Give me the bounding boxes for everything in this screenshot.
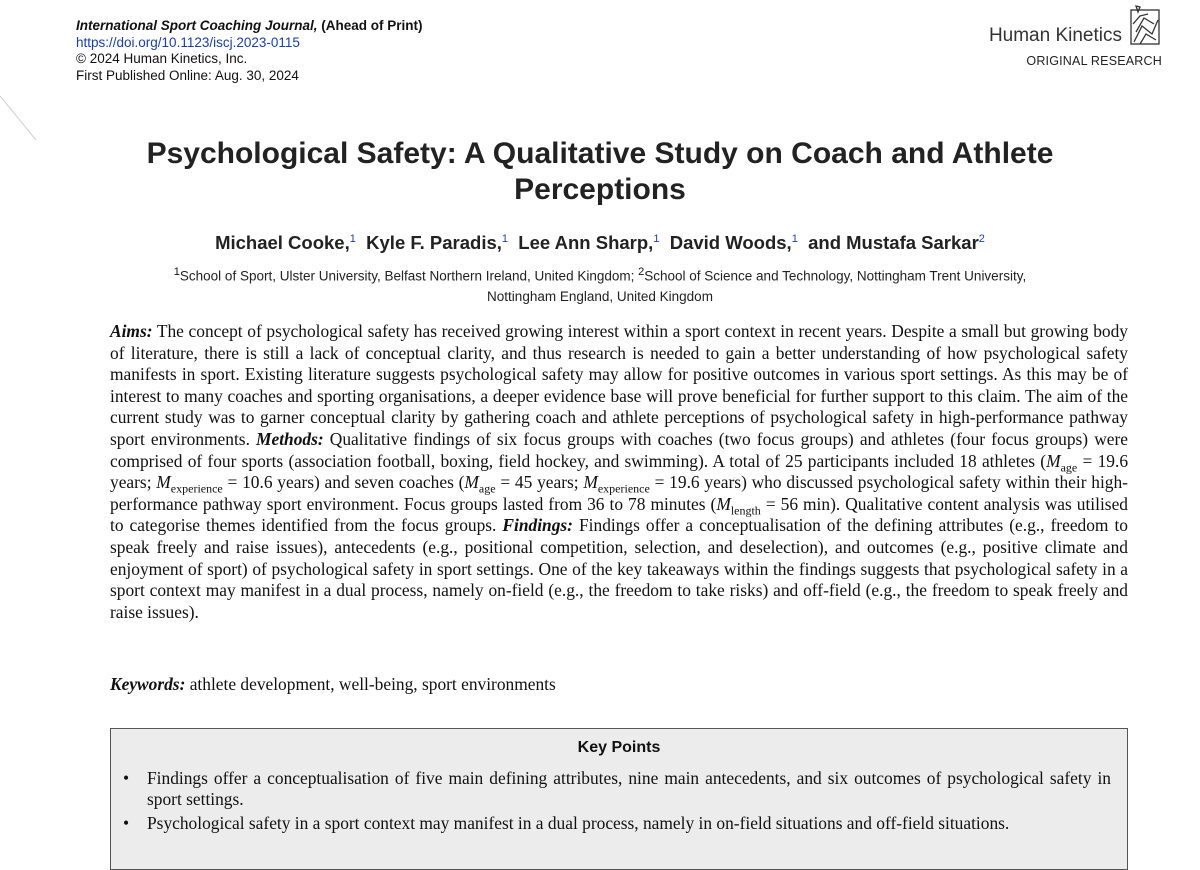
- journal-line: [76, 18, 423, 35]
- affiliation-marker: 2: [638, 266, 645, 278]
- stat-value: = 19.6 years) who discussed psychological safety within their high-performance pathway sport environment. Focus groups lasted from 36 to 78 minutes (: [110, 472, 1128, 514]
- stat-subscript: experience: [170, 481, 223, 496]
- stat-symbol: M: [156, 472, 171, 493]
- key-point-text: Psychological safety in a sport context may manifest in a dual process, namely in on-field situations and off-field situations.: [147, 813, 1010, 833]
- stat-subscript: length: [730, 503, 761, 518]
- stat-symbol: M: [716, 493, 731, 514]
- stat-value: = 45 years;: [495, 472, 584, 493]
- stat-subscript: experience: [597, 481, 650, 496]
- stat-subscript: age: [478, 481, 496, 496]
- copyright: © 2024 Human Kinetics, Inc.: [76, 51, 248, 66]
- abstract: [110, 321, 1128, 623]
- journal-header: [76, 18, 423, 84]
- stat-value: = 19.6 years;: [110, 450, 1129, 493]
- article-type: ORIGINAL RESEARCH: [1026, 54, 1162, 68]
- human-kinetics-logo-icon: [1128, 4, 1162, 48]
- stat-subscript: age: [1060, 460, 1078, 475]
- journal-name: International Sport Coaching Journal,: [76, 18, 318, 33]
- affiliations: [130, 262, 1070, 307]
- aims-text: The concept of psychological safety has received growing interest within a sport context in recent years. Despite a small but growing body of literature, there is still a lack of conceptual clarity, and thus research is needed to gain a better understanding of how psychological safety manifests in sport. Existing literature suggests psychological safety may allow for positive outcomes in various sport settings. As this may be of interest to many coaches and sporting organisations, a deeper evidence base will prove beneficial for further support to this claim. The aim of the current study was to garner conceptual clarity by gathering coach and athlete perceptions of psychological safety in high-performance pathway sport environments.: [110, 321, 1128, 449]
- key-points-title: Key Points: [577, 739, 661, 756]
- list-item: [121, 813, 1111, 834]
- published-date: First Published Online: Aug. 30, 2024: [76, 67, 299, 83]
- affiliation-marker: 1: [173, 266, 180, 278]
- affiliation-2: School of Science and Technology, Nottingham Trent University,: [644, 268, 1027, 284]
- keywords: [110, 673, 556, 695]
- keywords-text: athlete development, well-being, sport environments: [185, 674, 556, 694]
- print-status: (Ahead of Print): [321, 18, 423, 33]
- bullet: •: [123, 768, 130, 788]
- stat-symbol: M: [1046, 450, 1061, 471]
- publisher-name: Human Kinetics: [988, 25, 1122, 46]
- author[interactable]: Kyle F. Paradis,$^1$: [366, 232, 509, 253]
- stat-symbol: M: [464, 472, 479, 493]
- list-item: [121, 768, 1111, 810]
- author[interactable]: Michael Cooke,$^1$: [215, 232, 356, 253]
- methods-label: Methods:: [256, 428, 324, 449]
- affiliation-1: School of Sport, Ulster University, Belfast Northern Ireland, United Kingdom;: [179, 268, 639, 284]
- findings-label: Findings:: [502, 515, 573, 536]
- methods-text: Qualitative findings of six focus groups with coaches (two focus groups) and athletes (four focus groups) were comprised of four sports (association football, boxing, field hockey, and swimming). A total of 25 participants included 18 athletes (: [110, 428, 1129, 471]
- affiliation-2-cont: Nottingham England, United Kingdom: [487, 288, 713, 304]
- article-title: Psychological Safety: A Qualitative Study on Coach and Athlete Perceptions: [146, 137, 1054, 206]
- findings-text: Findings offer a conceptualisation of the defining attributes (e.g., freedom to speak freely and raise issues), antecedents (e.g., positional competition, selection, and deselection), and outcomes (e.g., positive climate and enjoyment of sport) of psychological safety in sport settings. One of the key takeaways within the findings suggests that psychological safety in a sport context may manifest in a dual process, namely on-field (e.g., the freedom to take risks) and off-field (e.g., the freedom to speak freely and raise issues).: [110, 515, 1128, 622]
- stat-value: = 56 min). Qualitative content analysis was utilised to categorise themes identified from the focus groups.: [110, 493, 1128, 536]
- aims-label: Aims:: [110, 321, 153, 341]
- author[interactable]: David Woods,$^1$: [669, 232, 798, 253]
- author[interactable]: Lee Ann Sharp,$^1$: [518, 232, 660, 253]
- stat-value: = 10.6 years) and seven coaches (: [222, 472, 465, 493]
- bullet: •: [123, 813, 130, 833]
- doi-link[interactable]: https://doi.org/10.1123/iscj.2023-0115: [76, 34, 300, 50]
- author-list: [40, 232, 1160, 254]
- stat-symbol: M: [583, 472, 598, 493]
- key-points-box: [110, 728, 1128, 870]
- publisher-block: [989, 4, 1162, 68]
- key-point-text: Findings offer a conceptualisation of five main defining attributes, nine main antecedents, and six outcomes of psychological safety in sport settings.: [147, 768, 1111, 809]
- key-points-list: [121, 768, 1111, 837]
- keywords-label: Keywords:: [110, 674, 186, 694]
- author[interactable]: and Mustafa Sarkar$^2$: [808, 232, 985, 253]
